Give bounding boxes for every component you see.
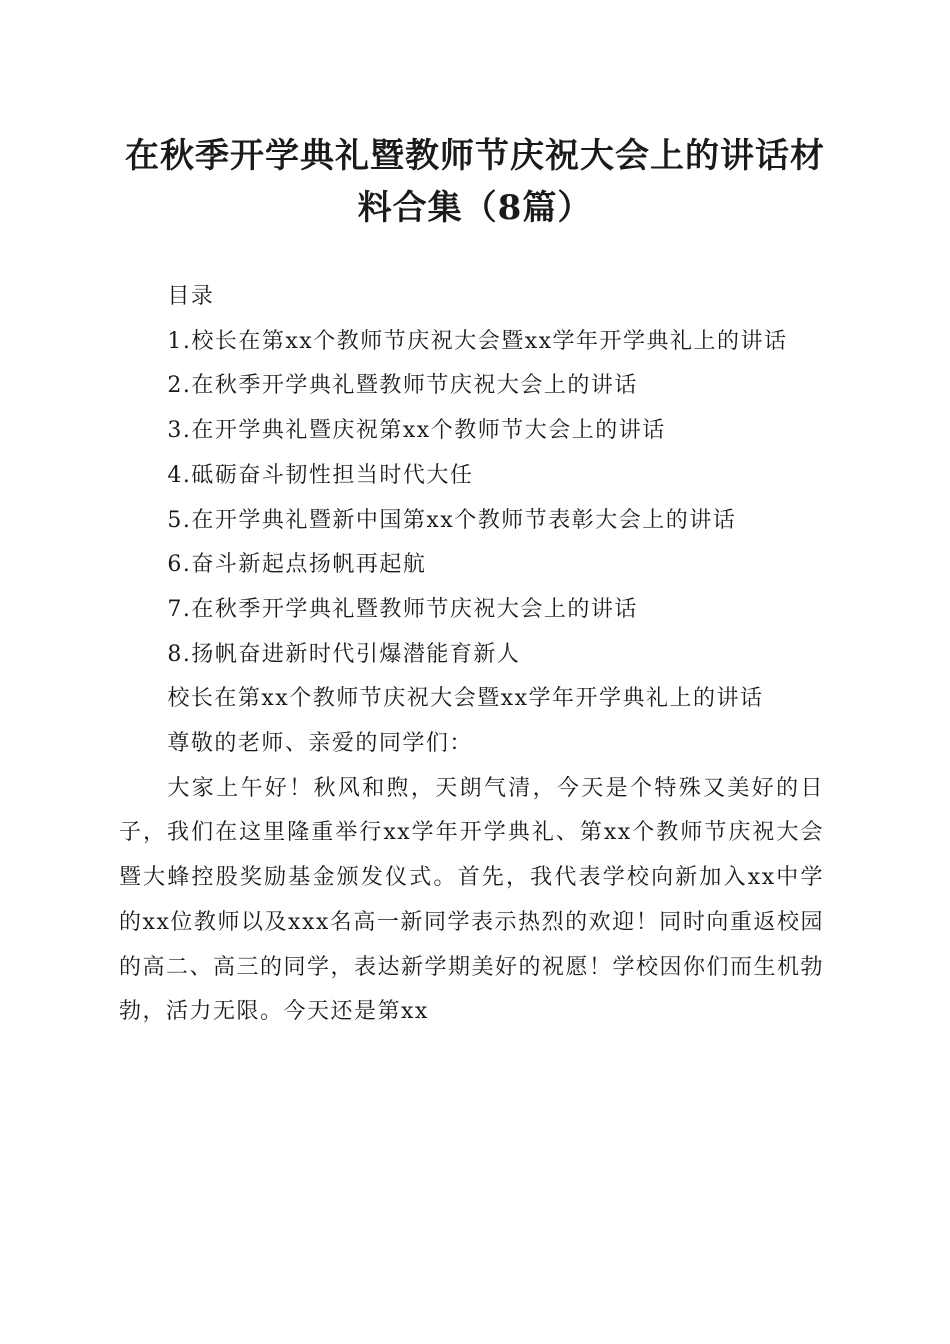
toc-item-5: 5.在开学典礼暨新中国第xx个教师节表彰大会上的讲话: [167, 507, 737, 533]
document-title: [110, 130, 840, 234]
salutation: 尊敬的老师、亲爱的同学们：: [167, 731, 473, 757]
body-paragraph: 大家上午好！秋风和煦，天朗气清，今天是个特殊又美好的日子，我们在这里隆重举行xx学年开学典礼、第xx个教师节庆祝大会暨大蜂控股奖励基金颁发仪式。首先，我代表学校向新加入xx中学的xx位教师以及xxx名高一新同学表示热烈的欢迎！同时向重返校园的高二、高三的同学，表达新学期美好的祝愿！学校因你们而生机勃勃，活力无限。今天还是第xx: [119, 775, 825, 1025]
toc-item-6: 6.奋斗新起点扬帆再起航: [167, 552, 427, 578]
title-line-2: 料合集（8篇）: [357, 188, 593, 228]
toc-heading: 目录: [167, 284, 215, 309]
section-title: 校长在第xx个教师节庆祝大会暨xx学年开学典礼上的讲话: [167, 686, 764, 712]
toc-item-3: 3.在开学典礼暨庆祝第xx个教师节大会上的讲话: [167, 418, 666, 444]
toc-item-2: 2.在秋季开学典礼暨教师节庆祝大会上的讲话: [167, 373, 638, 399]
toc-item-8: 8.扬帆奋进新时代引爆潜能育新人: [167, 641, 521, 667]
toc-item-7: 7.在秋季开学典礼暨教师节庆祝大会上的讲话: [167, 596, 638, 622]
toc-item-1: 1.校长在第xx个教师节庆祝大会暨xx学年开学典礼上的讲话: [167, 328, 788, 354]
document-body: [119, 275, 824, 1035]
toc-item-4: 4.砥砺奋斗韧性担当时代大任: [167, 462, 474, 488]
title-line-1: 在秋季开学典礼暨教师节庆祝大会上的讲话材: [125, 136, 825, 176]
